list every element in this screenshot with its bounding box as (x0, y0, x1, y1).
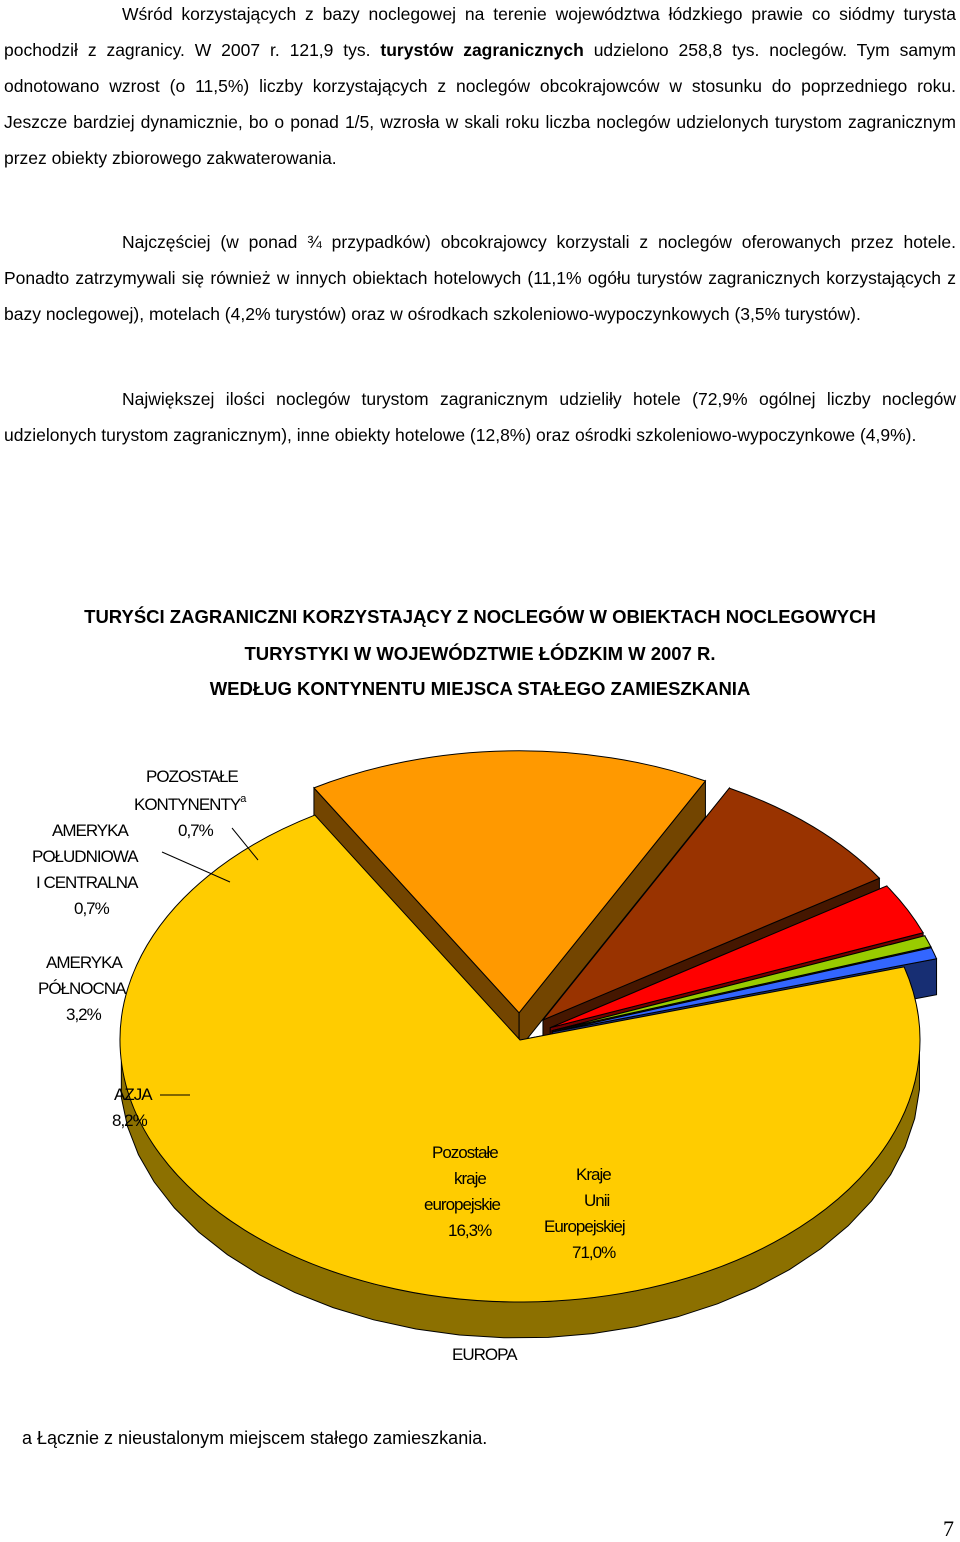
paragraph-1 (4, 0, 956, 176)
label-am-pn-val: 3,2% (66, 1005, 101, 1024)
paragraph-1-rest: udzielono 258,8 tys. noclegów. Tym samym odnotowano wzrost (o 11,5%) liczby korzystających z noclegów obcokrajowców w stosunku do poprzedniego roku. Jeszcze bardziej dynamicznie, bo o ponad 1/5, wzrosła w skali roku liczba noclegów udzielonych turystom zagranicznym przez obiekty zbiorowego zakwaterowania. (4, 40, 956, 168)
label-ue-3: Europejskiej (544, 1217, 625, 1236)
page-number: 7 (943, 1516, 954, 1541)
paragraph-3 (4, 381, 956, 453)
footnote: a Łącznie z nieustalonym miejscem stałego zamieszkania. (22, 1428, 488, 1448)
chart-title-line-1: TURYŚCI ZAGRANICZNI KORZYSTAJĄCY Z NOCLEGÓW W OBIEKTACH NOCLEGOWYCH (84, 606, 876, 627)
label-poz-eu-3: europejskie (424, 1195, 500, 1214)
label-am-pd-val: 0,7% (74, 899, 109, 918)
label-azja-1: AZJA (114, 1085, 152, 1104)
pie-chart (0, 740, 960, 1390)
paragraph-2 (4, 224, 956, 332)
label-ue-2: Unii (584, 1191, 610, 1210)
paragraph-1-bold: turystów zagranicznych (380, 40, 584, 60)
label-pozostale-val: 0,7% (178, 821, 213, 840)
label-pozostale-2: KONTYNENTY$^a$ (134, 793, 246, 814)
chart-title-line-2: TURYSTYKI W WOJEWÓDZTWIE ŁÓDZKIM W 2007 R. (244, 643, 716, 664)
label-azja-val: 8,2% (112, 1111, 147, 1130)
label-poz-eu-val: 16,3% (448, 1221, 492, 1240)
label-am-pd-1: AMERYKA (52, 821, 128, 840)
paragraph-2-text: Najczęściej (w ponad ¾ przypadków) obcokrajowcy korzystali z noclegów oferowanych przez hotele. Ponadto zatrzymywali się również w innych obiektach hotelowych (11,1% ogółu turystów zagranicznych korzystających z bazy noclegowej), motelach (4,2% turystów) oraz w ośrodkach szkoleniowo-wypoczynkowych (3,5% turystów). (4, 232, 956, 324)
footnote-marker: a (240, 793, 246, 805)
label-am-pd-3: I CENTRALNA (36, 873, 138, 892)
label-am-pd-2: POŁUDNIOWA (32, 847, 138, 866)
paragraph-1-text: Wśród korzystających z bazy noclegowej na terenie województwa łódzkiego prawie co siódmy turysta pochodził z zagranicy. W 2007 r. 121,9 tys. (4, 4, 956, 60)
label-am-pn-1: AMERYKA (46, 953, 122, 972)
label-pozostale-1: POZOSTAŁE (146, 767, 238, 786)
label-am-pn-2: PÓŁNOCNA (38, 979, 126, 998)
label-europa: EUROPA (452, 1345, 517, 1364)
label-ue-1: Kraje (576, 1165, 611, 1184)
paragraph-3-text: Największej ilości noclegów turystom zagranicznym udzieliły hotele (72,9% ogólnej liczby noclegów udzielonych turystom zagranicznym), inne obiekty hotelowe (12,8%) oraz ośrodki szkoleniowo-wypoczynkowe (4,9%). (4, 389, 956, 445)
label-poz-eu-2: kraje (454, 1169, 486, 1188)
chart-title-line-3: WEDŁUG KONTYNENTU MIEJSCA STAŁEGO ZAMIESZKANIA (209, 678, 751, 699)
label-ue-val: 71,0% (572, 1243, 616, 1262)
label-poz-eu-1: Pozostałe (432, 1143, 498, 1162)
